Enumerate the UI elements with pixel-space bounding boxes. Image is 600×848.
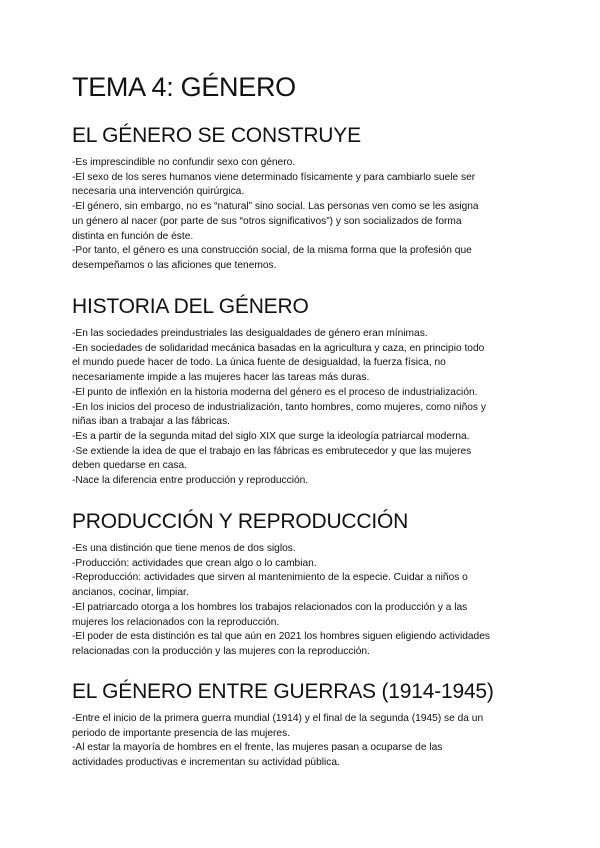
paragraph-line: necesaria una intervención quirúrgica.: [72, 186, 245, 198]
paragraph-line: periodo de importante presencia de las mujeres.: [72, 727, 291, 739]
paragraph-line: -Es a partir de la segunda mitad del siglo XIX que surge la ideología patriarcal moderna.: [72, 430, 470, 442]
paragraph-line: relacionadas con la producción y las mujeres con la reproducción.: [72, 645, 370, 657]
paragraph-line: -Por tanto, el género es una construcción social, de la misma forma que la profesión que: [72, 245, 472, 257]
paragraph-line: distinta en función de éste.: [72, 230, 194, 242]
paragraph-line: desempeñamos o las aficiones que tenemos.: [72, 259, 277, 271]
paragraph-line: -El patriarcado otorga a los hombres los trabajos relacionados con la producción y a las: [72, 601, 468, 613]
paragraph-line: ancianos, cocinar, limpiar.: [72, 587, 189, 599]
paragraph-line: -En los inicios del proceso de industrialización, tanto hombres, como mujeres, como niños y: [72, 401, 486, 413]
paragraph-line: un género al nacer (por parte de sus “otros significativos”) y son socializados de forma: [72, 215, 462, 227]
paragraph-line: -El punto de inflexión en la historia moderna del género es el proceso de industrialización.: [72, 386, 478, 398]
paragraph-line: -Producción: actividades que crean algo o lo cambian.: [72, 557, 317, 569]
paragraph-line: -El género, sin embargo, no es “natural” sino social. Las personas ven como se les asigna: [72, 201, 479, 213]
section-body: [72, 712, 528, 771]
section-heading: EL GÉNERO ENTRE GUERRAS (1914-1945): [72, 680, 494, 703]
paragraph-line: -El poder de esta distinción es tal que aún en 2021 los hombres siguen eligiendo actividades: [72, 631, 490, 643]
paragraph-line: -Es imprescindible no confundir sexo con género.: [72, 157, 296, 168]
section-el-genero-se-construye: [72, 124, 528, 274]
section-body: [72, 327, 528, 489]
section-heading: EL GÉNERO SE CONSTRUYE: [72, 124, 361, 147]
paragraph-line: -Se extiende la idea de que el trabajo en las fábricas es embrutecedor y que las mujeres: [72, 445, 472, 457]
paragraph-line: -En sociedades de solidaridad mecánica basadas en la agricultura y caza, en principio todo: [72, 342, 485, 354]
paragraph-line: mujeres los relacionados con la reproducción.: [72, 616, 280, 628]
paragraph-line: niñas iban a trabajar a las fábricas.: [72, 416, 230, 428]
paragraph-line: -Al estar la mayoría de hombres en el frente, las mujeres pasan a ocuparse de las: [72, 742, 443, 754]
document-title: TEMA 4: GÉNERO: [72, 72, 296, 102]
section-produccion-y-reproduccion: [72, 510, 528, 660]
paragraph-line: -Reproducción: actividades que sirven al mantenimiento de la especie. Cuidar a niños o: [72, 572, 468, 584]
section-heading: PRODUCCIÓN Y REPRODUCCIÓN: [72, 510, 409, 533]
paragraph-line: -Nace la diferencia entre producción y reproducción.: [72, 475, 309, 487]
paragraph-line: deben quedarse en casa.: [72, 460, 187, 472]
paragraph-line: -Entre el inicio de la primera guerra mundial (1914) y el final de la segunda (1945) se da un: [72, 713, 484, 724]
paragraph-line: -En las sociedades preindustriales las desigualdades de género eran mínimas.: [72, 328, 428, 339]
paragraph-line: actividades productivas e incrementan su actividad pública.: [72, 757, 340, 769]
paragraph-line: necesariamente impide a las mujeres hacer las tareas más duras.: [72, 372, 370, 384]
section-historia-del-genero: [72, 295, 528, 489]
section-body: [72, 542, 528, 660]
section-body: [72, 156, 528, 274]
section-heading: HISTORIA DEL GÉNERO: [72, 295, 309, 318]
section-el-genero-entre-guerras: [72, 680, 528, 771]
paragraph-line: el mundo puede hacer de todo. La única fuente de desigualdad, la fuerza física, no: [72, 357, 446, 369]
paragraph-line: -Es una distinción que tiene menos de dos siglos.: [72, 543, 296, 554]
paragraph-line: -El sexo de los seres humanos viene determinado físicamente y para cambiarlo suele ser: [72, 171, 476, 183]
